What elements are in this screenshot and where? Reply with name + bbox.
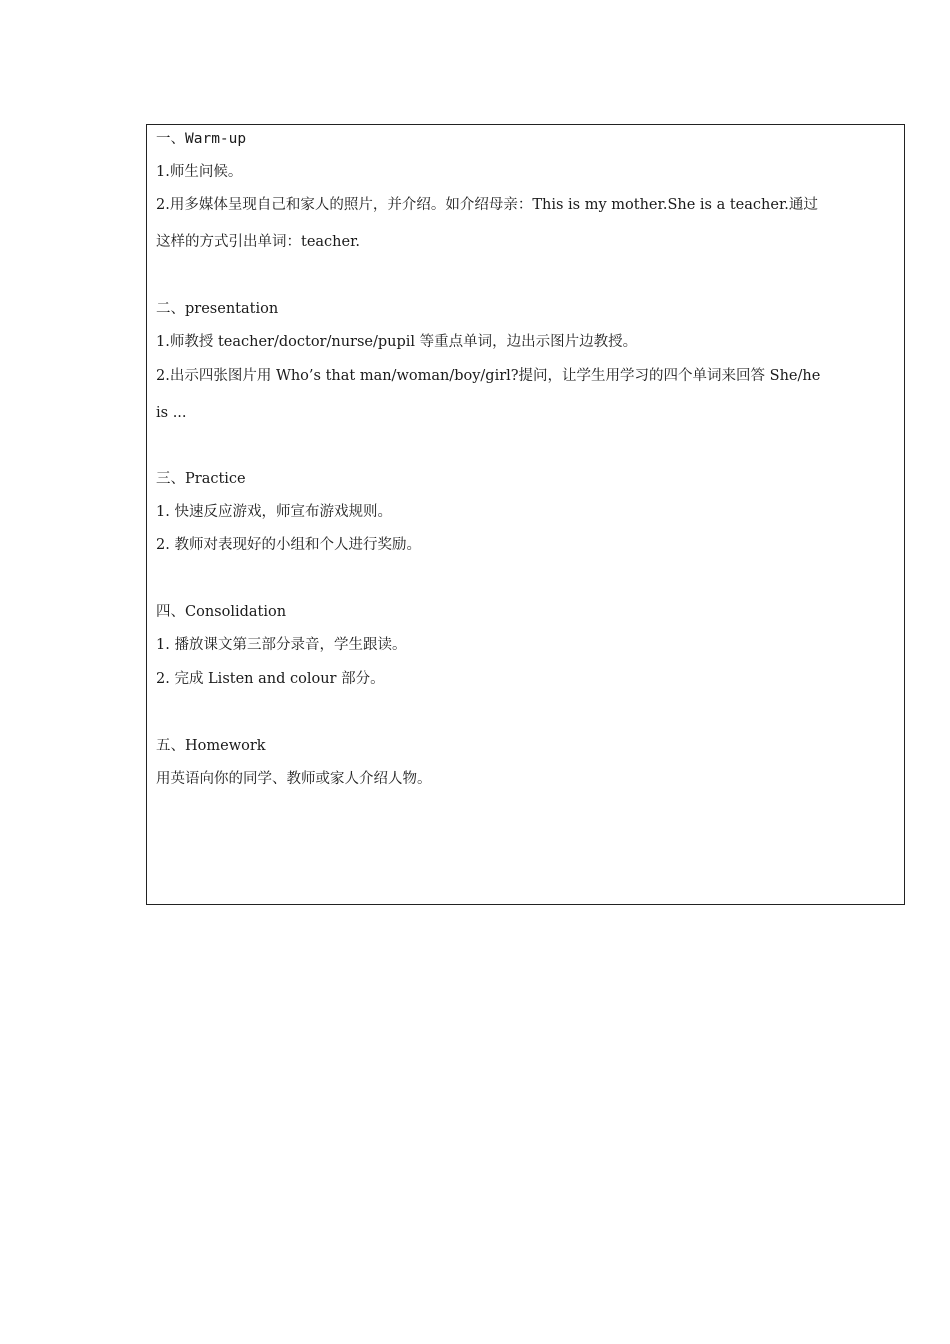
practice-item-1: 1. 快速反应游戏，师宣布游戏规则。 bbox=[156, 504, 392, 520]
lesson-plan-box bbox=[146, 124, 905, 905]
consolidation-item-2: 2. 完成 Listen and colour 部分。 bbox=[156, 671, 385, 687]
presentation-item-1: 1.师教授 teacher/doctor/nurse/pupil 等重点单词，边出示图片边教授。 bbox=[156, 334, 638, 350]
presentation-item-2-line-1: 2.出示四张图片用 Who’s that man/woman/boy/girl?提问，让学生用学习的四个单词来回答 She/he bbox=[156, 368, 821, 384]
practice-item-2: 2. 教师对表现好的小组和个人进行奖励。 bbox=[156, 537, 421, 553]
homework-heading: 五、Homework bbox=[156, 738, 266, 754]
presentation-item-2-line-2: is ... bbox=[156, 405, 187, 421]
consolidation-heading: 四、Consolidation bbox=[156, 604, 287, 620]
warmup-heading: 一、Warm-up bbox=[156, 131, 247, 147]
homework-item-1: 用英语向你的同学、教师或家人介绍人物。 bbox=[156, 771, 432, 787]
warmup-item-2-line-2: 这样的方式引出单词：teacher. bbox=[156, 234, 361, 250]
consolidation-item-1: 1. 播放课文第三部分录音，学生跟读。 bbox=[156, 637, 407, 653]
presentation-heading: 二、presentation bbox=[156, 301, 279, 317]
practice-heading: 三、Practice bbox=[156, 471, 246, 487]
warmup-item-2-line-1: 2.用多媒体呈现自己和家人的照片，并介绍。如介绍母亲：This is my mother.She is a teacher.通过 bbox=[156, 197, 818, 213]
warmup-item-1: 1.师生问候。 bbox=[156, 164, 243, 180]
